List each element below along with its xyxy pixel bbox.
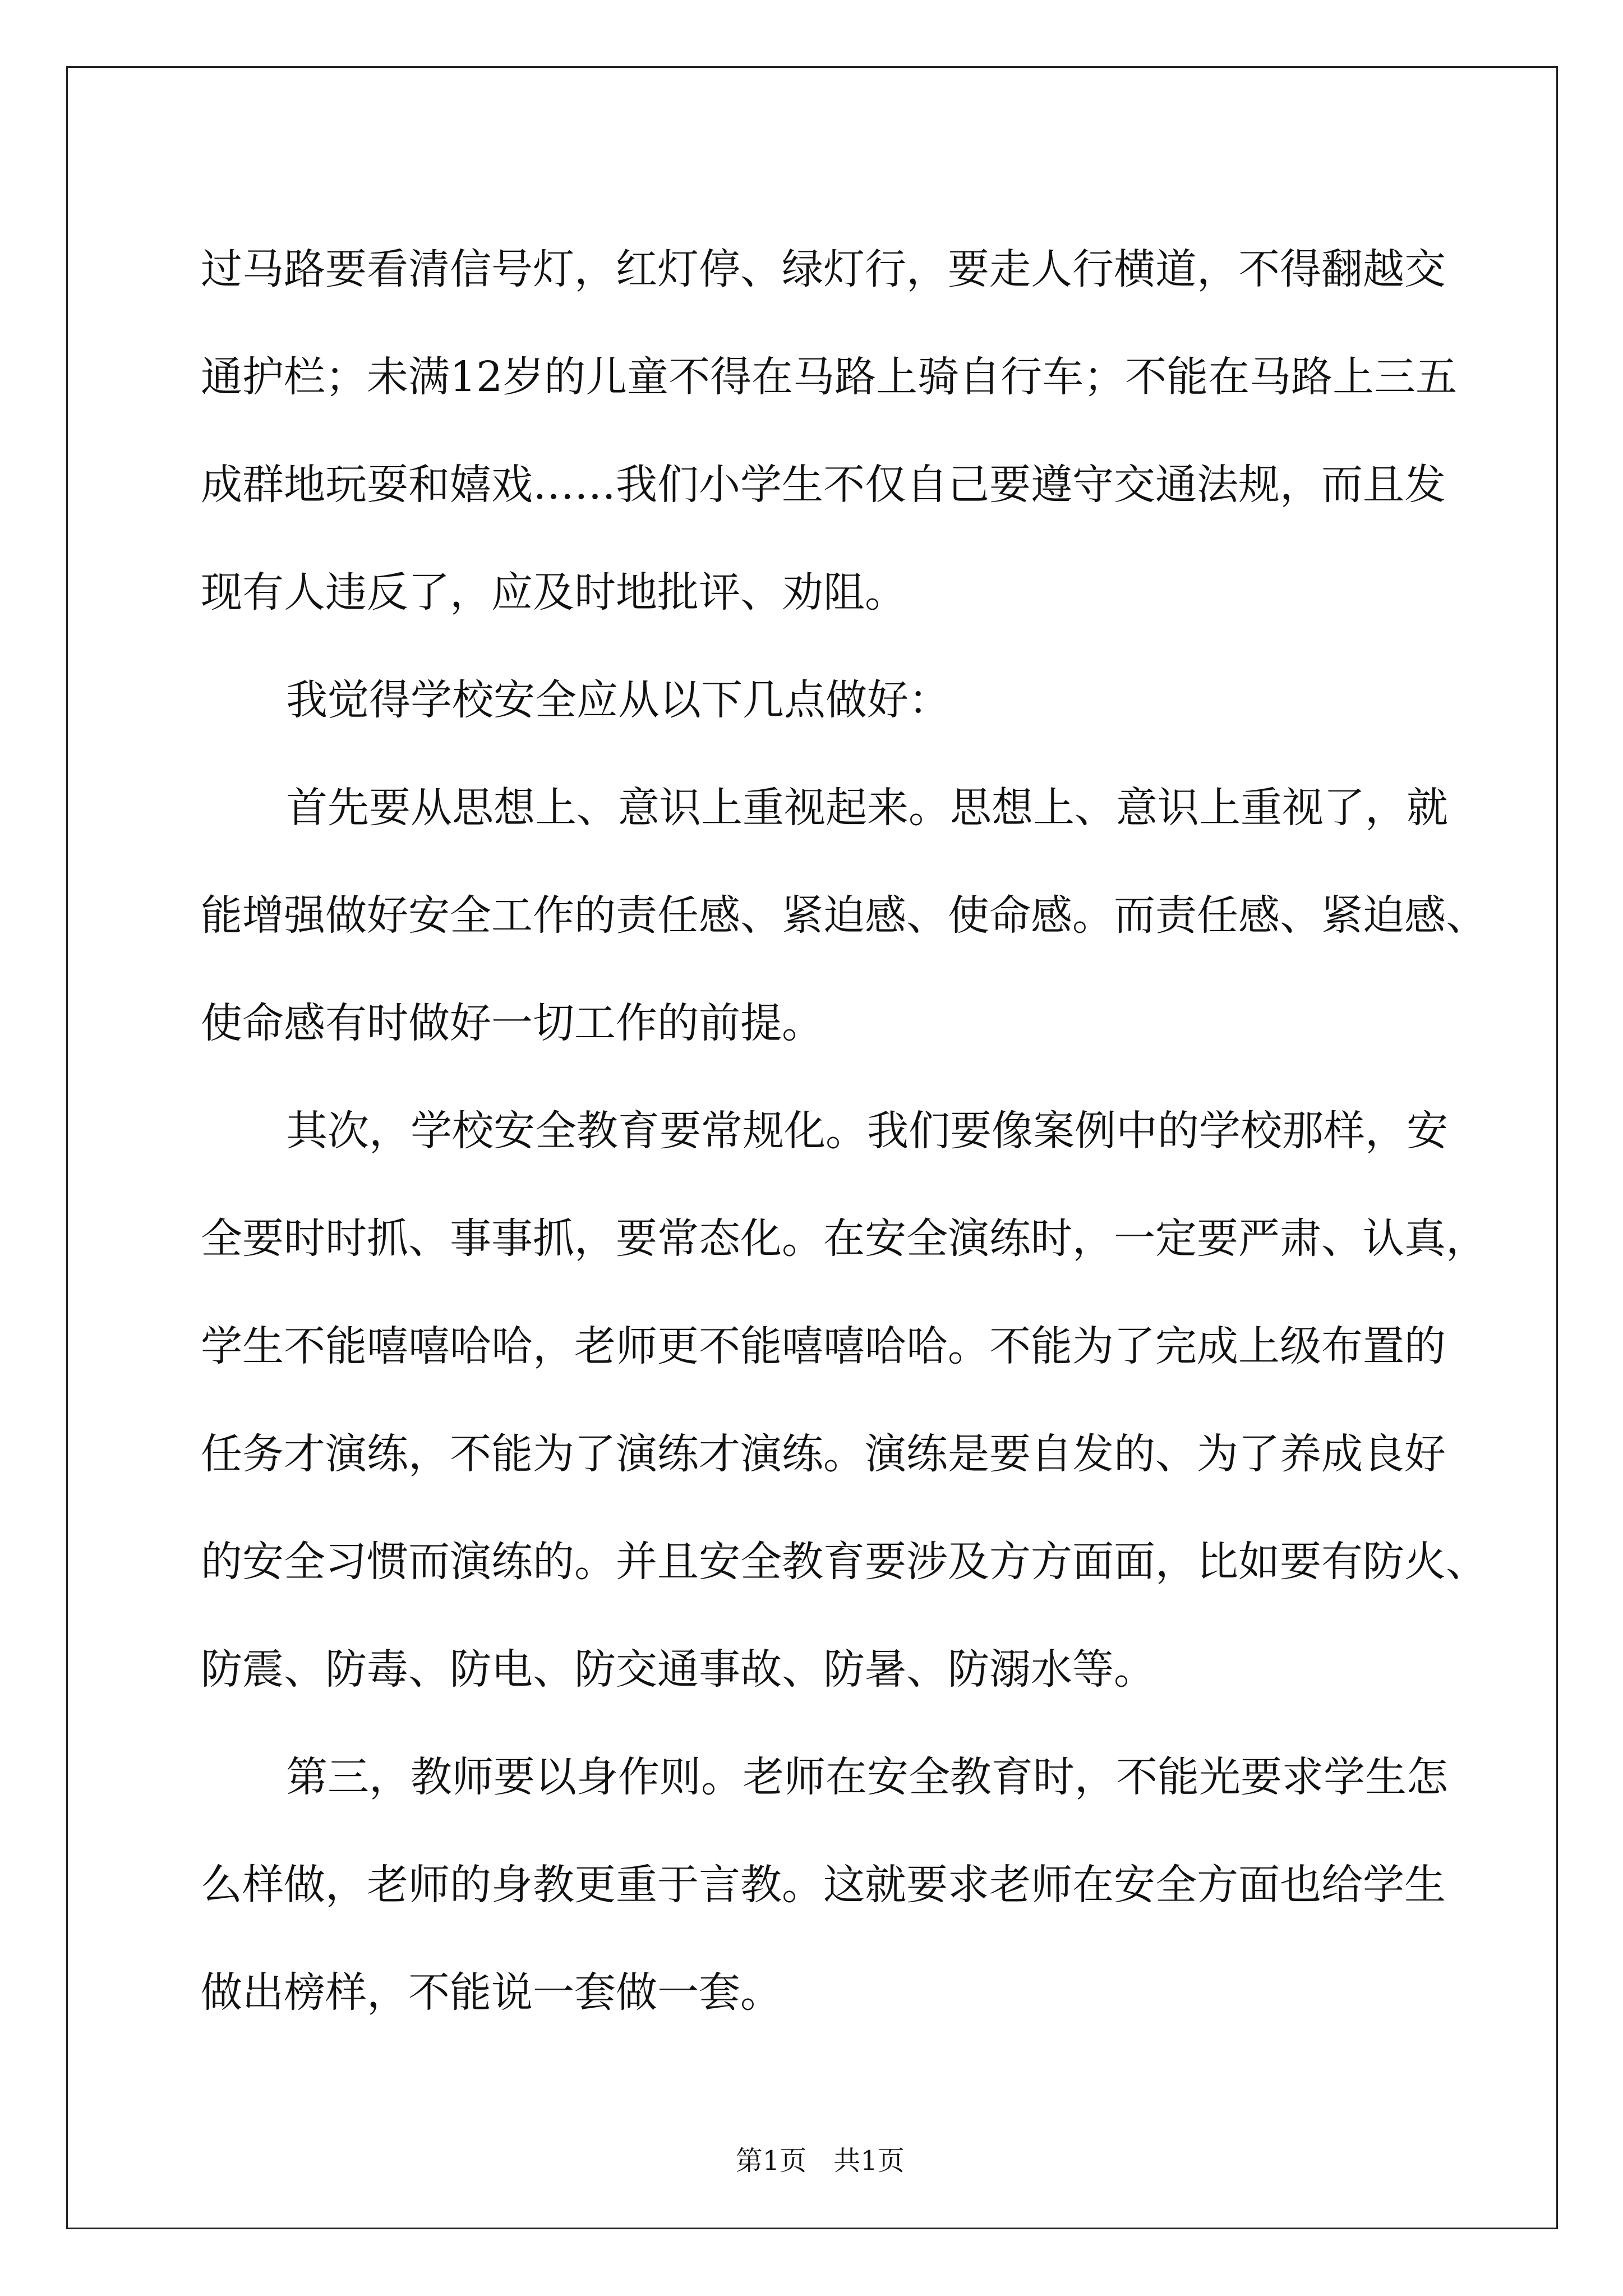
text-line: 防震、防毒、防电、防交通事故、防暑、防溺水等。 [201, 1645, 1155, 1694]
text-line: 么样做，老师的身教更重于言教。这就要求老师在安全方面也给学生 [201, 1861, 1446, 1909]
text-line: 能增强做好安全工作的责任感、紧迫感、使命感。而责任感、紧迫感、 [201, 891, 1487, 940]
text-line: 使命感有时做好一切工作的前提。 [201, 999, 823, 1047]
text-line: 过马路要看清信号灯，红灯停、绿灯行，要走人行横道，不得翻越交 [201, 245, 1446, 293]
paragraph-second-point [201, 1077, 1491, 1723]
text-line: 学生不能嘻嘻哈哈，老师更不能嘻嘻哈哈。不能为了完成上级布置的 [201, 1322, 1446, 1370]
text-line: 成群地玩耍和嬉戏……我们小学生不仅自己要遵守交通法规，而且发 [201, 461, 1446, 509]
paragraph-traffic-rules [201, 215, 1491, 646]
paragraph-first-point [201, 754, 1491, 1077]
paragraph-third-point [201, 1723, 1491, 2046]
page-indicator: 第1页 共1页 [735, 2145, 905, 2177]
paragraph-intro-points [201, 646, 1491, 754]
page-footer [0, 2110, 1623, 2178]
text-line: 其次，学校安全教育要常规化。我们要像案例中的学校那样，安 [286, 1107, 1448, 1155]
text-line: 全要时时抓、事事抓，要常态化。在安全演练时，一定要严肃、认真， [201, 1214, 1487, 1263]
text-line: 首先要从思想上、意识上重视起来。思想上、意识上重视了，就 [286, 784, 1448, 832]
text-line: 现有人违反了，应及时地批评、劝阻。 [201, 568, 906, 616]
text-line: 我觉得学校安全应从以下几点做好： [286, 676, 950, 724]
text-line: 任务才演练，不能为了演练才演练。演练是要自发的、为了养成良好 [201, 1430, 1446, 1478]
document-body [201, 215, 1491, 2046]
text-line: 的安全习惯而演练的。并且安全教育要涉及方方面面，比如要有防火、 [201, 1538, 1487, 1586]
text-line: 做出榜样，不能说一套做一套。 [201, 1968, 782, 2017]
text-line: 通护栏；未满12岁的儿童不得在马路上骑自行车；不能在马路上三五 [201, 353, 1458, 401]
text-line: 第三，教师要以身作则。老师在安全教育时，不能光要求学生怎 [286, 1753, 1448, 1801]
